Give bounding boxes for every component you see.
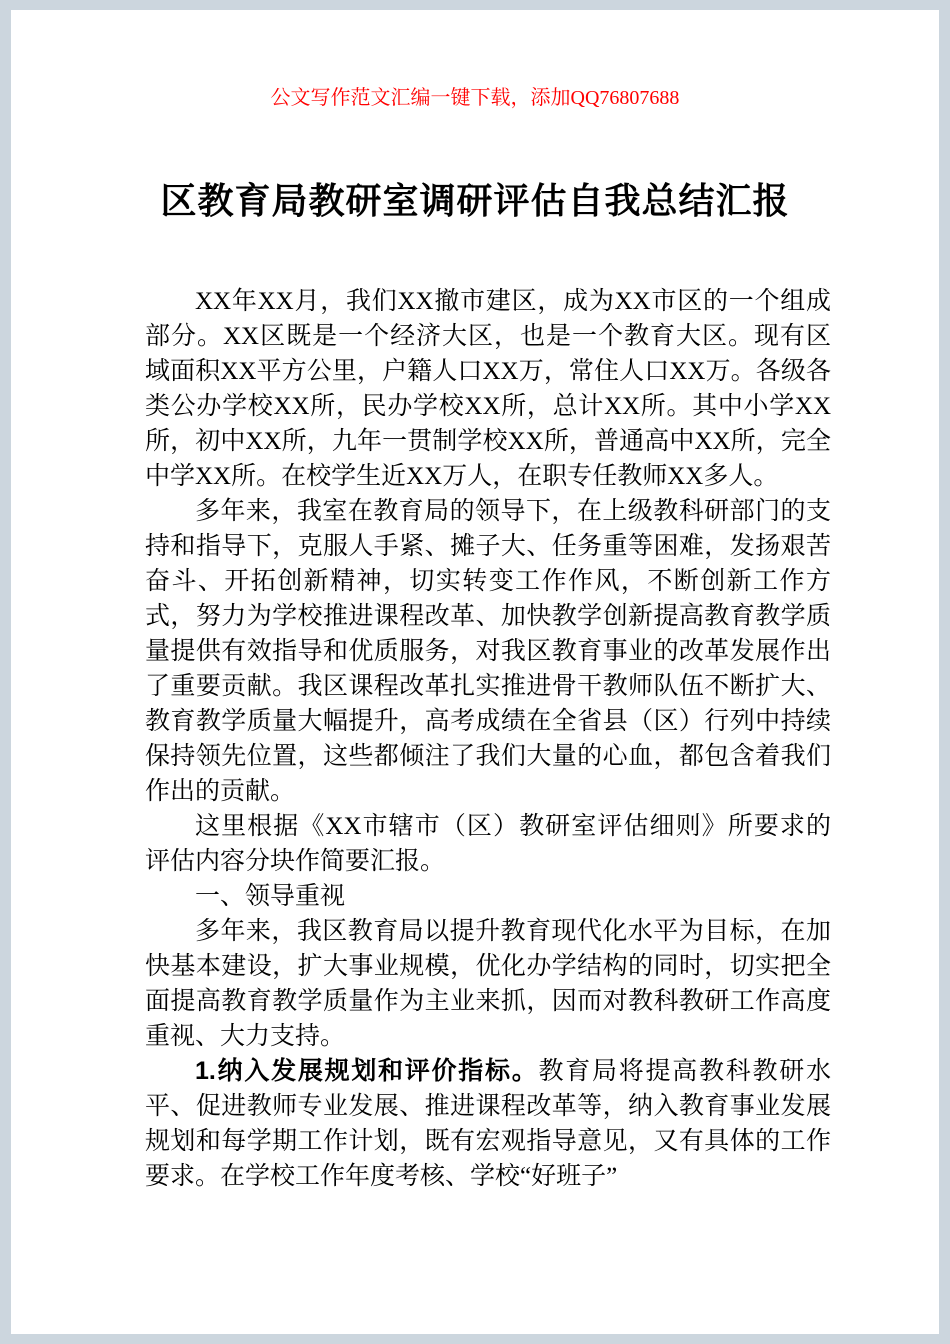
document-page — [11, 10, 939, 1334]
paragraph-planning-text: 教育局将提高教科教研水平、促进教师专业发展、推进课程改革等，纳入教育事业发展规划和每学期工作计划，既有宏观指导意见，又有具体的工作要求。在学校工作年度考核、学校“好班子” — [145, 1058, 831, 1190]
document-title: 区教育局教研室调研评估自我总结汇报 — [160, 180, 790, 221]
paragraph-planning-lead: 1.纳入发展规划和评价指标。 — [195, 1057, 539, 1085]
paragraph-leadership: 多年来，我区教育局以提升教育现代化水平为目标，在加快基本建设，扩大事业规模，优化办学结构的同时，切实把全面提高教育教学质量作为主业来抓，因而对教科教研工作高度重视、大力支持。 — [145, 918, 831, 1050]
document-body — [145, 284, 831, 1194]
paragraph-basis: 这里根据《XX市辖市（区）教研室评估细则》所要求的评估内容分块作简要汇报。 — [145, 813, 831, 875]
paragraph-achievements: 多年来，我室在教育局的领导下，在上级教科研部门的支持和指导下，克服人手紧、摊子大、任务重等困难，发扬艰苦奋斗、开拓创新精神，切实转变工作作风，不断创新工作方式，努力为学校推进课程改革、加快教学创新提高教育教学质量提供有效指导和优质服务，对我区教育事业的改革发展作出了重要贡献。我区课程改革扎实推进骨干教师队伍不断扩大、教育教学质量大幅提升，高考成绩在全省县（区）行列中持续保持领先位置，这些都倾注了我们大量的心血，都包含着我们作出的贡献。 — [145, 498, 831, 805]
paragraph-planning — [145, 1054, 831, 1194]
paragraph-intro: XX年XX月，我们XX撤市建区，成为XX市区的一个组成部分。XX区既是一个经济大区，也是一个教育大区。现有区域面积XX平方公里，户籍人口XX万，常住人口XX万。各级各类公办学校XX所，民办学校XX所，总计XX所。其中小学XX所，初中XX所，九年一贯制学校XX所，普通高中XX所，完全中学XX所。在校学生近XX万人，在职专任教师XX多人。 — [145, 288, 831, 490]
header-notice: 公文写作范文汇编一键下载，添加QQ76807688 — [270, 87, 680, 109]
section-heading-leadership: 一、领导重视 — [195, 883, 346, 910]
